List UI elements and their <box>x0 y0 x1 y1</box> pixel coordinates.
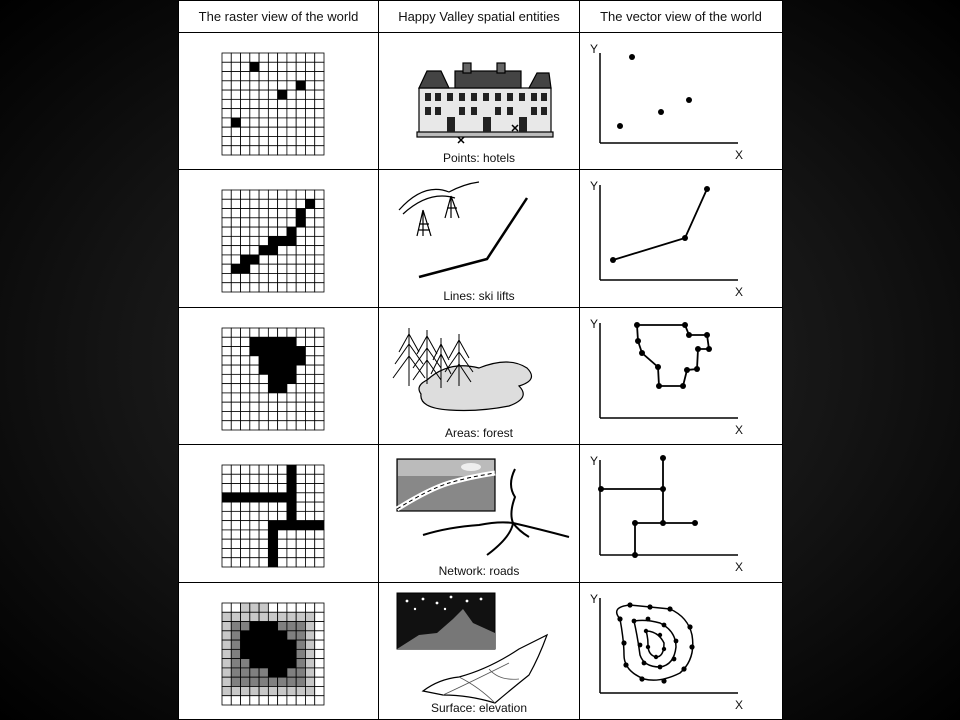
entities-surface-cell <box>379 583 580 720</box>
comparison-table <box>178 0 783 720</box>
header-vector: The vector view of the world <box>580 0 783 33</box>
entities-network-cell <box>379 445 580 582</box>
vector-polygon <box>637 325 709 386</box>
vector-surface-cell <box>580 583 783 720</box>
ski-lift-illustration <box>379 170 579 307</box>
vector-network-lines <box>601 458 695 555</box>
vector-areas-plot <box>580 308 782 445</box>
vector-points-plot <box>580 33 782 170</box>
y-axis-label: Y <box>590 454 599 469</box>
vector-polyline <box>613 189 707 260</box>
raster-points-cell <box>178 33 379 170</box>
y-axis-label: Y <box>590 42 599 56</box>
x-axis-label: X <box>735 285 744 300</box>
entities-lines-cell <box>379 170 580 307</box>
x-axis-label: X <box>735 148 744 162</box>
vector-surface-plot <box>580 583 782 720</box>
y-axis-label: Y <box>590 316 599 331</box>
elevation-illustration <box>379 583 579 720</box>
vector-network-plot <box>580 445 782 582</box>
header-entities: Happy Valley spatial entities <box>379 0 580 33</box>
vector-lines-cell <box>580 170 783 307</box>
vector-areas-cell <box>580 308 783 445</box>
entities-areas-cell <box>379 308 580 445</box>
raster-surface-cell <box>178 583 379 720</box>
caption-network: Network: roads <box>438 563 520 578</box>
caption-points: Points: hotels <box>442 151 516 166</box>
raster-network-cell <box>178 445 379 582</box>
raster-network-grid <box>179 445 379 582</box>
figure-panel <box>178 0 783 720</box>
raster-lines-cell <box>178 170 379 307</box>
contour-lines <box>617 605 693 680</box>
y-axis-label: Y <box>590 179 599 194</box>
vector-network-cell <box>580 445 783 582</box>
caption-surface: Surface: elevation <box>430 700 528 715</box>
caption-areas: Areas: forest <box>444 426 514 441</box>
caption-lines: Lines: ski lifts <box>443 288 515 303</box>
raster-lines-grid <box>179 170 379 307</box>
y-axis-label: Y <box>590 591 599 606</box>
x-axis-label: X <box>735 697 744 712</box>
x-axis-label: X <box>735 560 744 575</box>
entities-points-cell <box>379 33 580 170</box>
forest-illustration <box>379 308 579 445</box>
vector-points-cell <box>580 33 783 170</box>
raster-points-grid <box>179 33 379 170</box>
vector-points <box>617 54 692 129</box>
raster-surface-grid <box>179 583 379 720</box>
raster-areas-grid <box>179 308 379 445</box>
vector-lines-plot <box>580 170 782 307</box>
hotel-illustration <box>379 33 579 170</box>
raster-areas-cell <box>178 308 379 445</box>
roads-illustration <box>379 445 579 582</box>
x-axis-label: X <box>735 422 744 437</box>
header-raster: The raster view of the world <box>178 0 379 33</box>
